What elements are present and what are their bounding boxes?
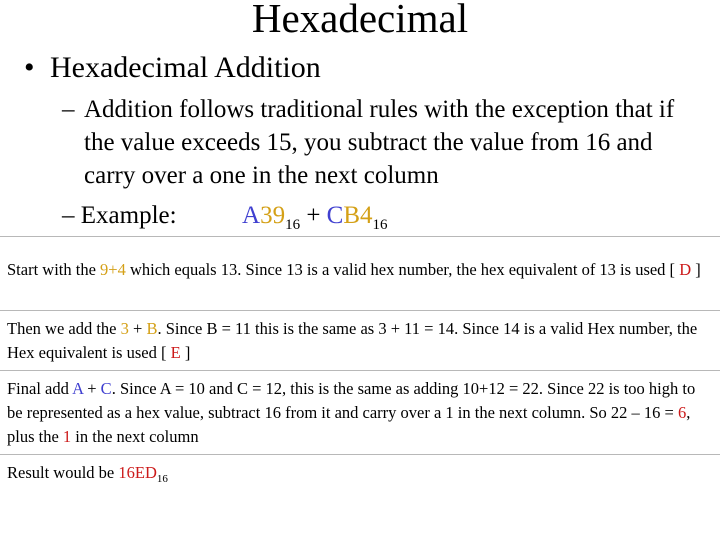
step-2-text: Then we add the bbox=[7, 319, 121, 338]
step-3-text-4: in the next column bbox=[71, 427, 199, 446]
explanation-step-1 bbox=[7, 258, 713, 282]
step-2-text-2: . Since B = 11 this is the same as 3 + 11 = 14. Since 14 is a valid Hex number, the Hex equivalent is used [ bbox=[7, 319, 698, 362]
step-1-text-3: ] bbox=[691, 260, 701, 279]
example-digit-3: 3 bbox=[260, 202, 273, 229]
step-2-result-e: E bbox=[170, 343, 181, 362]
example-digit-a: A bbox=[242, 202, 261, 229]
example-label: – Example: bbox=[62, 202, 177, 229]
divider bbox=[0, 310, 720, 311]
sub-point-text: Addition follows traditional rules with the exception that if the value exceeds 15, you subtract the value from 16 and carry over a one in the next column bbox=[84, 96, 675, 189]
result-text: Result would be bbox=[7, 463, 119, 482]
bullet-point bbox=[24, 51, 321, 85]
bullet-symbol: • bbox=[24, 51, 35, 84]
divider bbox=[0, 454, 720, 455]
step-1-result-d: D bbox=[679, 260, 692, 279]
example-base-2: 16 bbox=[372, 217, 388, 233]
step-1-text-2: which equals 13. Since 13 is a valid hex number, the hex equivalent of 13 is used [ bbox=[125, 260, 680, 279]
step-3-text-3: , plus the bbox=[7, 403, 691, 446]
sub-point bbox=[62, 93, 702, 192]
divider bbox=[0, 370, 720, 371]
example-digit-4: 4 bbox=[360, 202, 373, 229]
example-line bbox=[62, 199, 388, 233]
example-digit-b: B bbox=[343, 202, 361, 229]
step-3-digit-c: C bbox=[100, 379, 112, 398]
step-1-plus: + bbox=[108, 260, 118, 279]
example-digit-9: 9 bbox=[272, 202, 286, 229]
result-base: 16 bbox=[156, 473, 168, 485]
step-3-result-6: 6 bbox=[677, 403, 687, 422]
slide-title: Hexadecimal bbox=[251, 0, 469, 41]
explanation-step-3 bbox=[7, 377, 713, 449]
step-3-plus: + bbox=[83, 379, 101, 398]
bullet-text: Hexadecimal Addition bbox=[50, 51, 321, 84]
step-2-text-3: ] bbox=[180, 343, 191, 362]
step-1-text: Start with the bbox=[7, 260, 101, 279]
step-3-digit-a: A bbox=[72, 379, 84, 398]
result-line bbox=[7, 461, 713, 485]
step-3-carry-1: 1 bbox=[62, 427, 72, 446]
step-3-text-2: . Since A = 10 and C = 12, this is the same as adding 10+12 = 22. Since 22 is too high to be represented as a hex value, subtract 16 from it and carry over a 1 in the next column. So 22 – 16 = bbox=[7, 379, 696, 422]
step-1-digit-9: 9 bbox=[100, 260, 109, 279]
result-value: 16ED bbox=[118, 463, 157, 482]
explanation-step-2 bbox=[7, 317, 713, 365]
divider bbox=[0, 236, 720, 237]
example-digit-c: C bbox=[326, 202, 344, 229]
example-base-1: 16 bbox=[285, 217, 301, 233]
step-2-plus: + bbox=[128, 319, 147, 338]
step-1-digit-4: 4 bbox=[117, 260, 126, 279]
step-2-digit-b: B bbox=[146, 319, 158, 338]
step-3-text: Final add bbox=[7, 379, 73, 398]
sub-point-dash: – bbox=[62, 96, 75, 123]
step-2-digit-3: 3 bbox=[120, 319, 129, 338]
example-plus: + bbox=[306, 202, 321, 229]
example-expression bbox=[242, 199, 388, 232]
